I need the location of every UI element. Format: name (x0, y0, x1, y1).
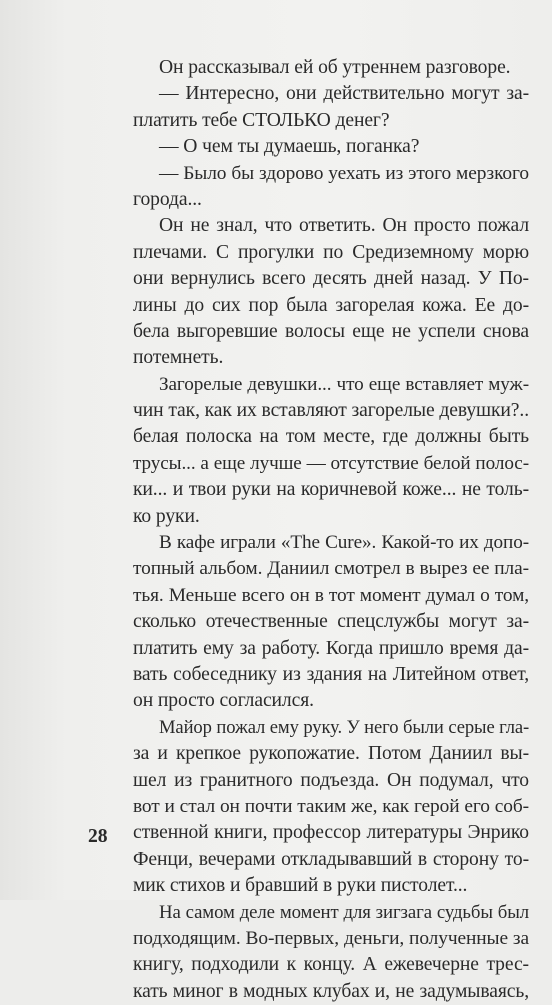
text-line: Фенци, вечерами откладывавший в сторону то- (133, 848, 529, 870)
text-line: вот и стал он почти таким же, как герой его соб- (133, 795, 529, 817)
text-line: платить тебе СТОЛЬКО денег? (133, 109, 390, 131)
text-line: Майор пожал ему руку. У него были серые гла- (159, 716, 530, 738)
text-line: шел из гранитного подъезда. Он подумал, что (133, 769, 529, 791)
text-line: города... (133, 188, 202, 210)
text-line: ки... и твои руки на коричневой коже... не толь- (133, 479, 529, 501)
text-line: он просто согласился. (133, 690, 314, 712)
text-line: сколько отечественные спецслужбы могут за- (133, 611, 529, 633)
text-line: они вернулись всего десять дней назад. У По- (133, 268, 529, 290)
text-line: мик стихов и бравший в руки пистолет... (133, 875, 468, 897)
text-line: В кафе играли «The Cure». Какой-то их допо- (159, 532, 529, 554)
text-line: ственной книги, профессор литературы Энрико (133, 822, 529, 844)
text-line: книгу, подходили к концу. А ежевечерне трес- (133, 954, 529, 976)
text-line: плечами. С прогулки по Средиземному морю (133, 241, 529, 263)
text-line: Он рассказывал ей об утреннем разговоре. (159, 57, 511, 78)
page-number: 28 (88, 826, 108, 847)
text-line: Загорелые девушки... что еще вставляет муж- (159, 373, 529, 395)
text-line: — О чем ты думаешь, поганка? (159, 136, 420, 158)
body-text (133, 55, 529, 1005)
text-line: топный альбом. Даниил смотрел в вырез ее пла- (133, 558, 529, 580)
text-line: На самом деле момент для зигзага судьбы был (159, 901, 529, 923)
text-line: бела выгоревшие волосы еще не успели снова (133, 320, 529, 342)
text-line: — Интересно, они действительно могут за- (159, 83, 529, 105)
text-line: чин так, как их вставляют загорелые девушки?.. (133, 400, 529, 422)
text-line: платить ему за работу. Когда пришло время да- (133, 637, 529, 659)
text-line: Он не знал, что ответить. Он просто пожал (159, 215, 529, 237)
text-line: потемнеть. (133, 347, 224, 369)
text-line: белая полоска на том месте, где должны быть (133, 426, 529, 448)
text-line: трусы... а еще лучше — отсутствие белой полос- (133, 452, 529, 474)
text-line: подходящим. Во-первых, деньги, полученные за (133, 927, 529, 949)
text-line: кать миног в модных клубах и, не задумываясь, (133, 980, 529, 1002)
text-line: — Было бы здорово уехать из этого мерзкого (159, 162, 529, 184)
text-line: ко руки. (133, 505, 200, 527)
text-line: за и крепкое рукопожатие. Потом Даниил вы- (133, 743, 529, 765)
text-line: тья. Меньше всего он в тот момент думал о том, (133, 584, 529, 606)
text-line: лины до сих пор была загорелая кожа. Ее до- (133, 294, 529, 316)
text-line: вать собеседнику из здания на Литейном ответ, (133, 663, 529, 685)
